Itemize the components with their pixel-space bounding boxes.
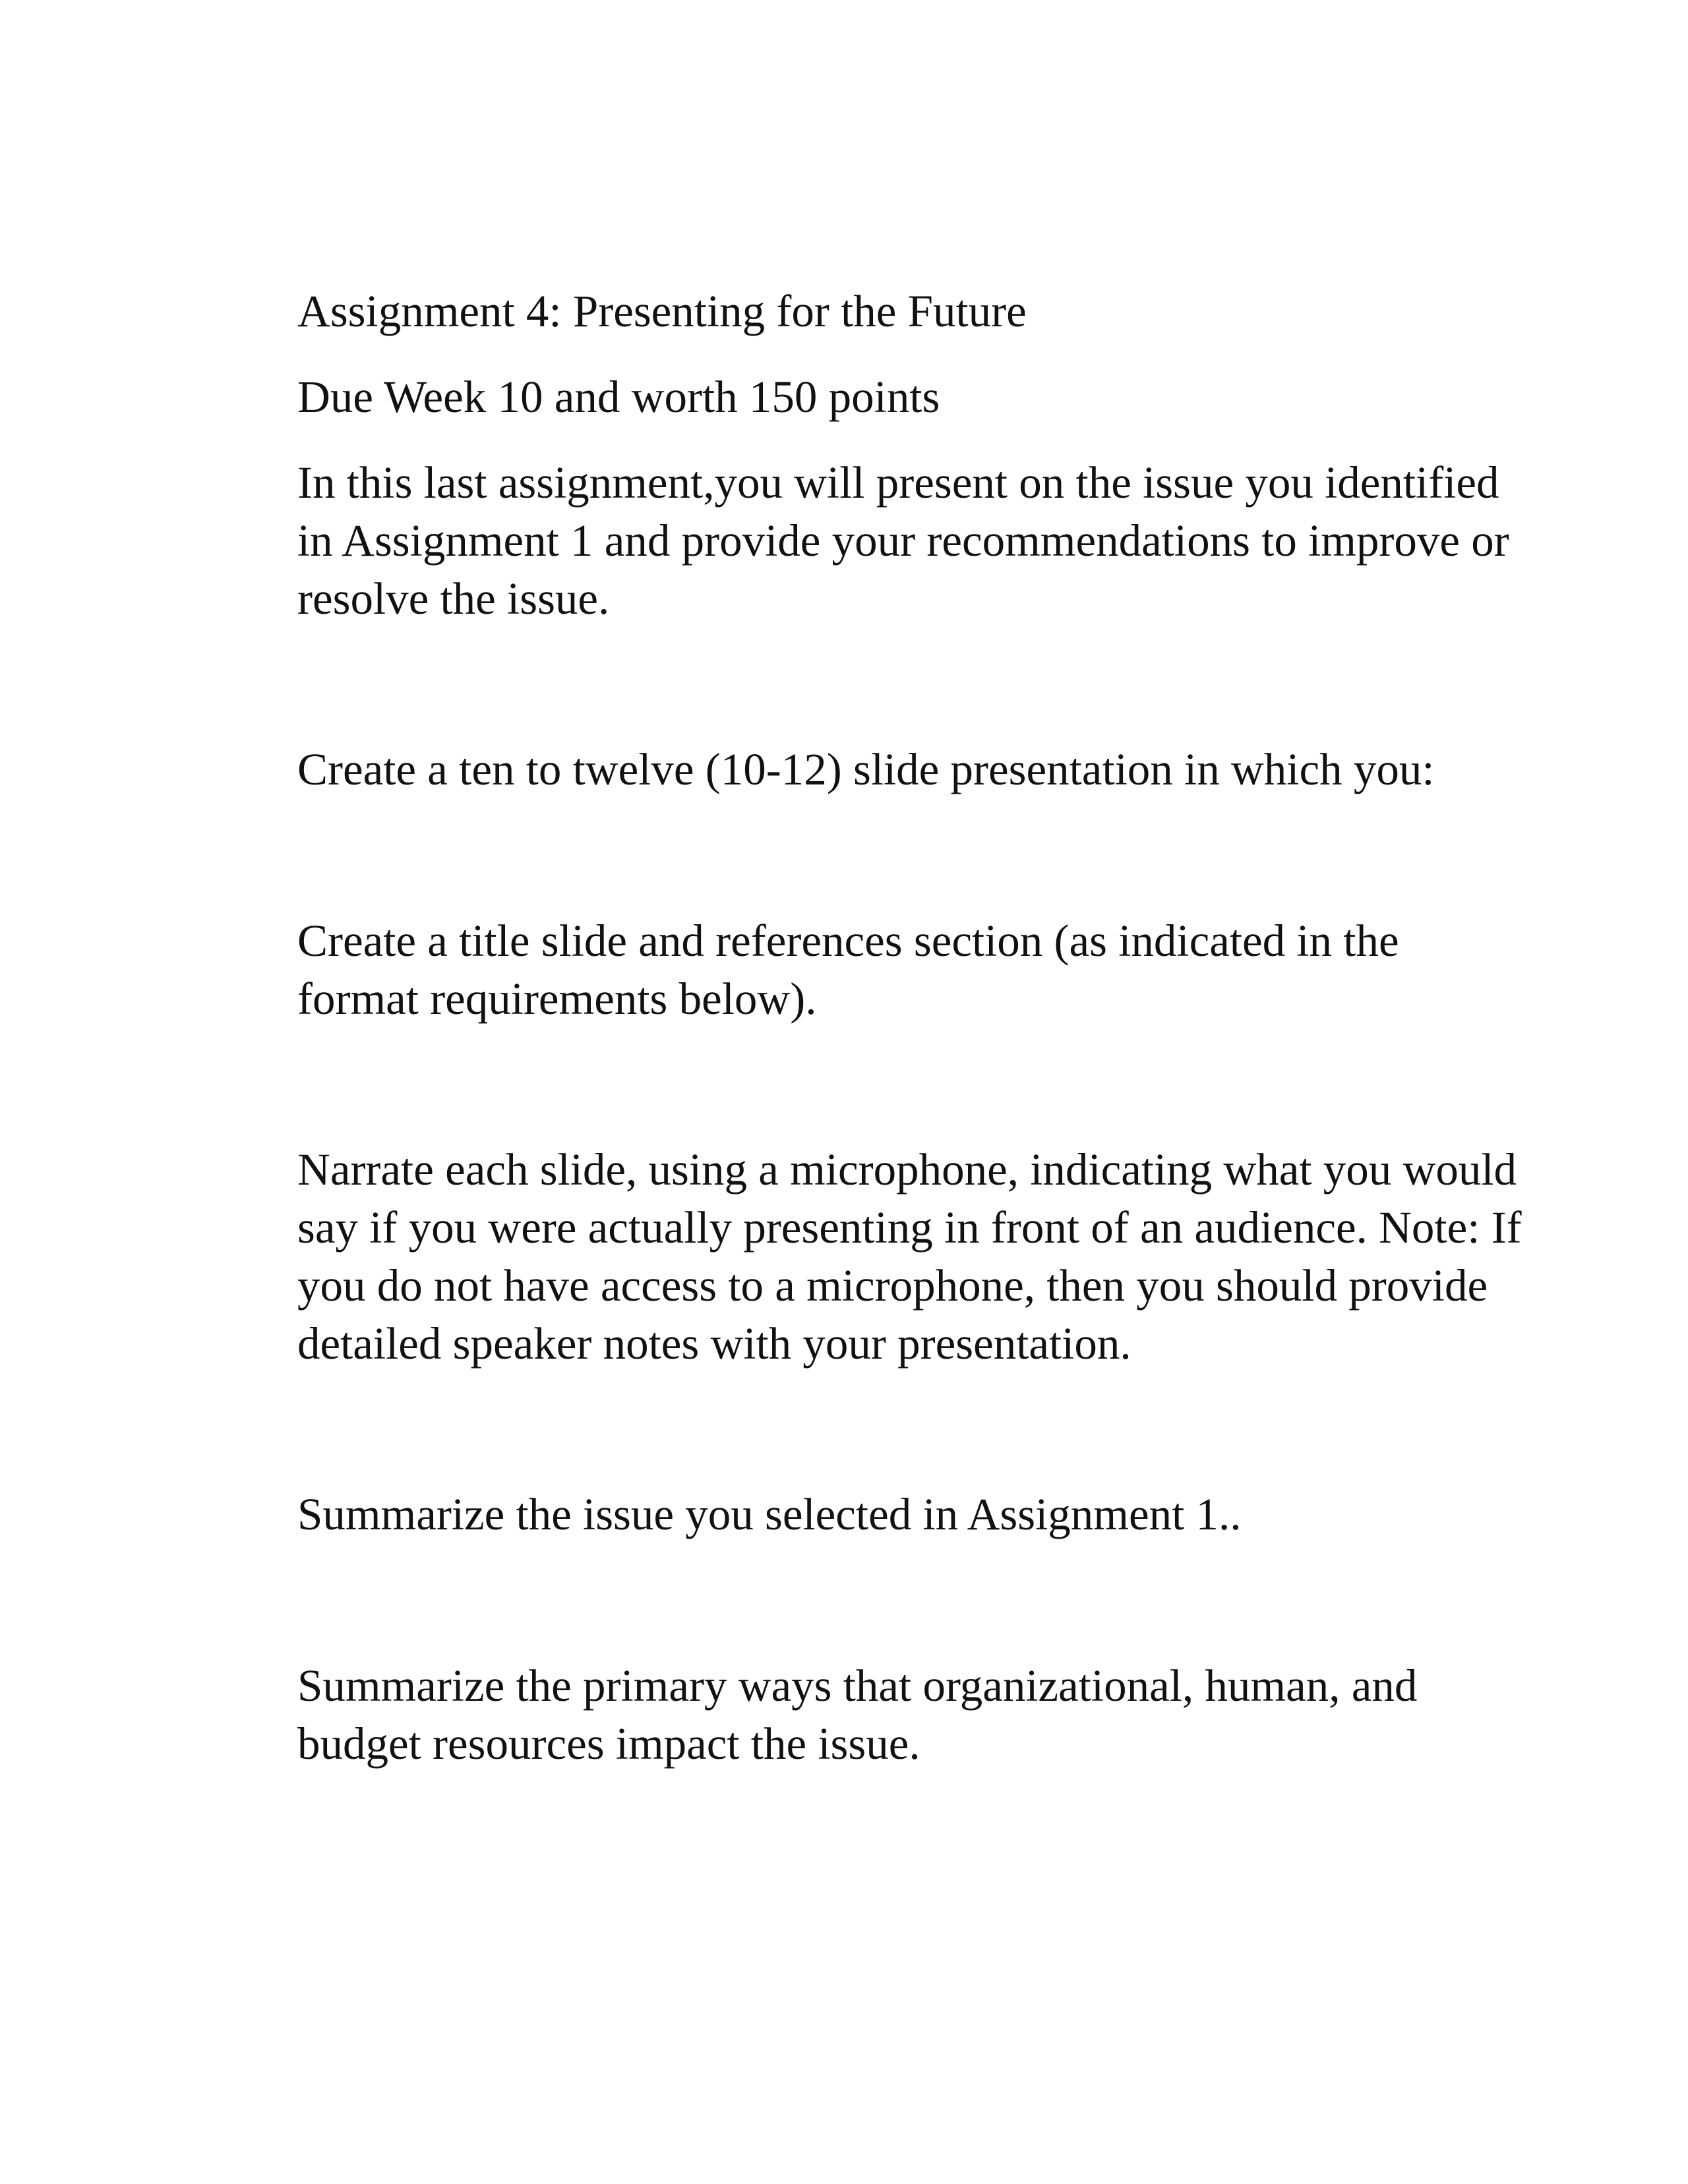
requirement-item: Summarize the issue you selected in Assignment 1..	[297, 1489, 1242, 1539]
assignment-title: Assignment 4: Presenting for the Future	[297, 286, 1027, 336]
intro-paragraph: In this last assignment,you will present on the issue you identified in Assignment 1 and provide your recommendations to improve or resolve the issue.	[297, 457, 1509, 624]
requirement-item: Summarize the primary ways that organizational, human, and budget resources impact the issue.	[297, 1661, 1418, 1769]
due-date-line: Due Week 10 and worth 150 points	[297, 372, 940, 422]
requirement-item: Narrate each slide, using a microphone, indicating what you would say if you were actually presenting in front of an audience. Note: If you do not have access to a microphone, then you should provide detailed speaker notes with your presentation.	[297, 1144, 1522, 1369]
requirement-item: Create a title slide and references section (as indicated in the format requirements below).	[297, 916, 1399, 1024]
create-instruction: Create a ten to twelve (10-12) slide presentation in which you:	[297, 744, 1435, 794]
